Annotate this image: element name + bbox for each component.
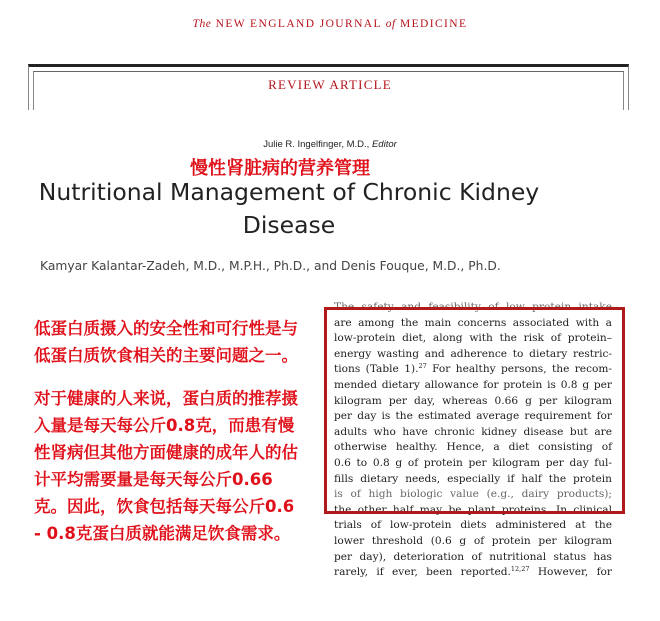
chinese-paragraph-2: 对于健康的人来说，蛋白质的推荐摄入量是每天每公斤0.8克，而患有慢性肾病但其他方面健康的成年人的估计平均需要量是每天每公斤0.66克。因此，饮食包括每天每公斤0.6 - 0.8克蛋白质就能满足饮食需求。 xyxy=(34,389,298,543)
journal-name-b: MEDICINE xyxy=(400,18,468,30)
body-line: is of high biologic value (e.g., dairy products); xyxy=(334,488,612,501)
body-line: mended dietary allowance for protein is 0.8 g per xyxy=(334,378,612,391)
citation-superscript: 12,27 xyxy=(510,565,530,574)
journal-the: The xyxy=(192,18,212,30)
journal-of: of xyxy=(385,18,396,30)
article-type-label: REVIEW ARTICLE xyxy=(268,77,392,92)
body-line: are among the main concerns associated with a xyxy=(334,316,612,329)
citation-superscript: 27 xyxy=(418,362,427,371)
body-line: low-protein diet, along with the risk of protein– xyxy=(334,332,612,345)
body-line: 0.6 to 0.8 g of protein per kilogram per day ful- xyxy=(334,456,612,469)
body-line: The safety and feasibility of low protein intake xyxy=(334,301,612,313)
body-line: adults who have chronic kidney disease but are xyxy=(334,425,612,438)
body-text: tions (Table 1). xyxy=(334,363,419,376)
body-line: otherwise healthy. Hence, a diet consisting of xyxy=(334,441,612,454)
chinese-paragraph-1: 低蛋白质摄入的安全性和可行性是与低蛋白质饮食相关的主要问题之一。 xyxy=(34,319,298,365)
body-line: per day is the estimated average requirement for xyxy=(334,410,612,423)
editor-line xyxy=(0,139,660,150)
chinese-title: 慢性肾脏病的营养管理 xyxy=(190,158,370,179)
body-line: per day), deterioration of nutritional status has xyxy=(334,550,612,563)
english-body-column xyxy=(334,300,612,581)
editor-role: Editor xyxy=(371,139,397,150)
editor-name: Julie R. Ingelfinger, M.D., xyxy=(263,139,370,150)
journal-masthead xyxy=(0,18,660,30)
body-line: kilogram per day, whereas 0.66 g per kilogram xyxy=(334,394,612,407)
body-line: energy wasting and adherence to dietary restric- xyxy=(334,347,612,360)
journal-name-a: NEW ENGLAND JOURNAL xyxy=(215,18,382,30)
body-line: fills dietary needs, especially if half the protein xyxy=(334,472,612,485)
body-line: the other half may be plant proteins. In clinical xyxy=(334,503,612,516)
body-line xyxy=(334,362,612,378)
body-text: However, for xyxy=(529,566,612,579)
body-line xyxy=(334,565,612,581)
body-text: For healthy persons, the recom- xyxy=(426,363,613,376)
body-line: trials of low-protein diets administered at the xyxy=(334,519,612,532)
chinese-translation xyxy=(34,315,304,563)
author-list: Kamyar Kalantar-Zadeh, M.D., M.P.H., Ph.D., and Denis Fouque, M.D., Ph.D. xyxy=(40,259,501,273)
article-title: Nutritional Management of Chronic Kidney Disease xyxy=(38,178,540,239)
body-text: rarely, if ever, been reported. xyxy=(334,566,511,579)
body-line: lower threshold (0.6 g of protein per kilogram xyxy=(334,534,612,547)
